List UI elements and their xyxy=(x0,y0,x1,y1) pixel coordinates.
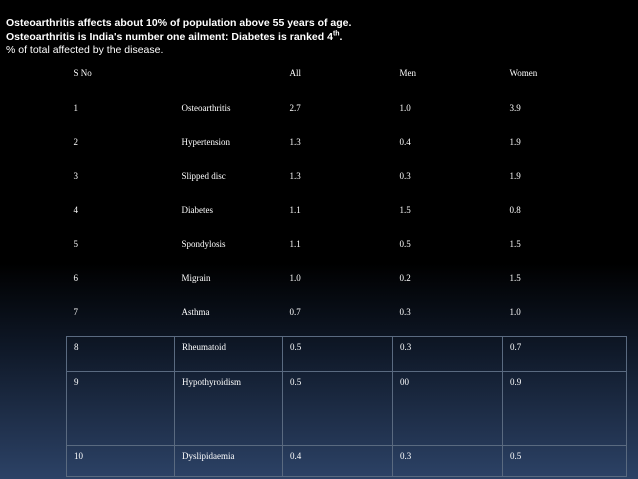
table-row xyxy=(67,268,627,302)
cell-ailment: Asthma xyxy=(181,307,210,317)
cell-women: 3.9 xyxy=(509,103,521,113)
table-row xyxy=(67,372,627,446)
cell-women: 0.8 xyxy=(509,205,521,215)
header-all: All xyxy=(289,68,302,78)
table-row xyxy=(67,446,627,477)
cell-all: 0.4 xyxy=(283,446,393,477)
cell-men: 0.3 xyxy=(399,171,411,181)
cell-ailment: Slipped disc xyxy=(181,171,226,181)
cell-sno: 5 xyxy=(73,239,78,249)
cell-men: 1.5 xyxy=(399,205,411,215)
cell-all: 0.5 xyxy=(283,372,393,446)
cell-all: 2.7 xyxy=(289,103,301,113)
cell-all: 0.5 xyxy=(283,337,393,372)
cell-men: 0.3 xyxy=(393,446,503,477)
header-ailment xyxy=(175,63,283,98)
cell-ailment: Diabetes xyxy=(181,205,213,215)
cell-men: 00 xyxy=(393,372,503,446)
header-women: Women xyxy=(509,68,538,78)
cell-sno: 8 xyxy=(67,337,175,372)
cell-men: 0.3 xyxy=(399,307,411,317)
cell-sno: 7 xyxy=(73,307,78,317)
table-header-row xyxy=(67,63,627,98)
cell-ailment: Dyslipidaemia xyxy=(175,446,283,477)
cell-men: 0.4 xyxy=(399,137,411,147)
cell-ailment: Hypertension xyxy=(181,137,230,147)
cell-all: 1.1 xyxy=(289,239,301,249)
cell-all: 0.7 xyxy=(289,307,301,317)
cell-sno: 2 xyxy=(73,137,78,147)
cell-women: 1.5 xyxy=(509,239,521,249)
cell-all: 1.1 xyxy=(289,205,301,215)
cell-women: 0.9 xyxy=(503,372,627,446)
cell-ailment: Spondylosis xyxy=(181,239,226,249)
cell-women: 1.9 xyxy=(509,137,521,147)
cell-ailment: Migrain xyxy=(181,273,211,283)
header-sno: S No xyxy=(73,68,92,78)
cell-women: 0.5 xyxy=(503,446,627,477)
ailment-table xyxy=(66,63,627,477)
header-line-2 xyxy=(6,31,626,45)
table-row xyxy=(67,200,627,234)
header-line-2-text: Osteoarthritis is India's number one ailment: Diabetes is ranked 4 xyxy=(6,30,333,43)
table-row xyxy=(67,132,627,166)
cell-sno: 6 xyxy=(73,273,78,283)
table-row xyxy=(67,302,627,337)
cell-sno: 4 xyxy=(73,205,78,215)
cell-men: 0.2 xyxy=(399,273,411,283)
table-row xyxy=(67,234,627,268)
header-line-3: % of total affected by the disease. xyxy=(6,44,164,56)
cell-ailment: Osteoarthritis xyxy=(181,103,231,113)
cell-all: 1.3 xyxy=(289,137,301,147)
cell-sno: 10 xyxy=(67,446,175,477)
cell-women: 1.9 xyxy=(509,171,521,181)
table-row xyxy=(67,337,627,372)
cell-sno: 3 xyxy=(73,171,78,181)
header-line-1: Osteoarthritis affects about 10% of population above 55 years of age. xyxy=(6,17,352,29)
slide-header xyxy=(6,17,626,58)
cell-women: 1.0 xyxy=(509,307,521,317)
cell-ailment: Hypothyroidism xyxy=(175,372,283,446)
cell-all: 1.3 xyxy=(289,171,301,181)
cell-ailment: Rheumatoid xyxy=(175,337,283,372)
header-line-2-superscript: th xyxy=(332,30,340,37)
cell-sno: 9 xyxy=(67,372,175,446)
cell-men: 0.3 xyxy=(393,337,503,372)
header-men: Men xyxy=(399,68,416,78)
cell-women: 0.7 xyxy=(503,337,627,372)
cell-sno: 1 xyxy=(73,103,78,113)
table-row xyxy=(67,166,627,200)
cell-men: 1.0 xyxy=(399,103,411,113)
header-line-2-end: . xyxy=(339,30,343,43)
cell-men: 0.5 xyxy=(399,239,411,249)
cell-all: 1.0 xyxy=(289,273,301,283)
table-row xyxy=(67,98,627,132)
cell-women: 1.5 xyxy=(509,273,521,283)
